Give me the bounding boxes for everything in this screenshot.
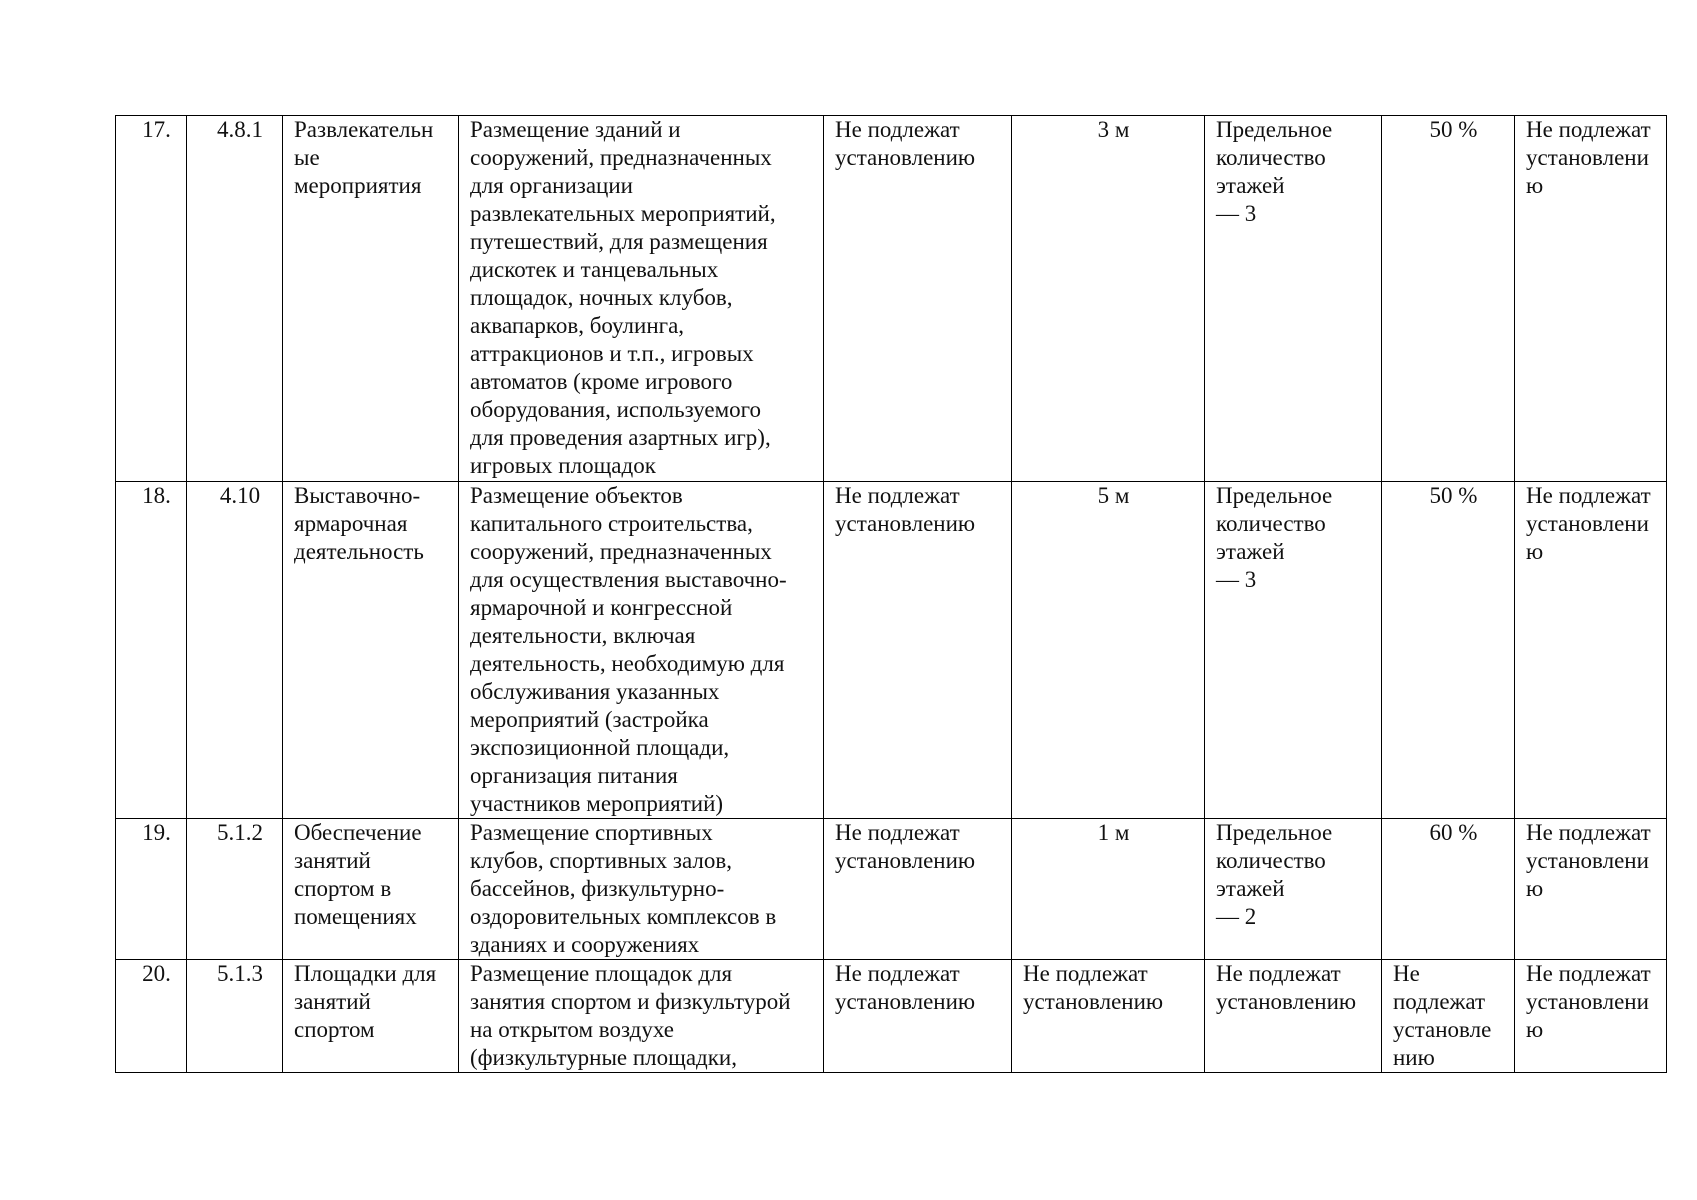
coverage-percent-cell: 50 % — [1382, 482, 1515, 819]
min-plot-size-cell: Не подлежат установлению — [824, 960, 1012, 1073]
use-code-cell: 5.1.2 — [187, 819, 283, 960]
setback-cell: 5 м — [1012, 482, 1205, 819]
other-params-cell: Не подлежат установлени ю — [1515, 960, 1667, 1073]
setback-cell: Не подлежат установлению — [1012, 960, 1205, 1073]
table-row — [116, 116, 1667, 482]
other-params-cell: Не подлежат установлени ю — [1515, 819, 1667, 960]
table-row — [116, 960, 1667, 1073]
other-params-cell: Не подлежат установлени ю — [1515, 482, 1667, 819]
row-number-cell: 17. — [116, 116, 187, 482]
floors-limit-cell: Предельное количество этажей — 3 — [1205, 482, 1382, 819]
coverage-percent-cell: Не подлежат установле нию — [1382, 960, 1515, 1073]
use-code-cell: 4.10 — [187, 482, 283, 819]
use-name-cell: Развлекательн ые мероприятия — [283, 116, 459, 482]
row-number-cell: 19. — [116, 819, 187, 960]
floors-limit-cell: Предельное количество этажей — 3 — [1205, 116, 1382, 482]
coverage-percent-cell: 60 % — [1382, 819, 1515, 960]
use-code-cell: 4.8.1 — [187, 116, 283, 482]
floors-limit-cell: Предельное количество этажей — 2 — [1205, 819, 1382, 960]
row-number-cell: 18. — [116, 482, 187, 819]
row-number-cell: 20. — [116, 960, 187, 1073]
table-row — [116, 819, 1667, 960]
min-plot-size-cell: Не подлежат установлению — [824, 482, 1012, 819]
min-plot-size-cell: Не подлежат установлению — [824, 116, 1012, 482]
other-params-cell: Не подлежат установлени ю — [1515, 116, 1667, 482]
use-description-cell: Размещение спортивных клубов, спортивных залов, бассейнов, физкультурно- оздоровительных комплексов в зданиях и сооружениях — [459, 819, 824, 960]
min-plot-size-cell: Не подлежат установлению — [824, 819, 1012, 960]
floors-limit-cell: Не подлежат установлению — [1205, 960, 1382, 1073]
use-description-cell: Размещение зданий и сооружений, предназначенных для организации развлекательных мероприятий, путешествий, для размещения дискотек и танцевальных площадок, ночных клубов, аквапарков, боулинга, аттракционов и т.п., игровых автоматов (кроме игрового оборудования, используемого для проведения азартных игр), игровых площадок — [459, 116, 824, 482]
table-row — [116, 482, 1667, 819]
use-code-cell: 5.1.3 — [187, 960, 283, 1073]
setback-cell: 3 м — [1012, 116, 1205, 482]
use-description-cell: Размещение площадок для занятия спортом и физкультурой на открытом воздухе (физкультурные площадки, — [459, 960, 824, 1073]
coverage-percent-cell: 50 % — [1382, 116, 1515, 482]
use-name-cell: Выставочно- ярмарочная деятельность — [283, 482, 459, 819]
use-name-cell: Обеспечение занятий спортом в помещениях — [283, 819, 459, 960]
use-description-cell: Размещение объектов капитального строительства, сооружений, предназначенных для осуществления выставочно- ярмарочной и конгрессной деятельности, включая деятельность, необходимую для обслуживания указанных мероприятий (застройка экспозиционной площади, организация питания участников мероприятий) — [459, 482, 824, 819]
setback-cell: 1 м — [1012, 819, 1205, 960]
zoning-regulations-table — [115, 115, 1667, 1073]
use-name-cell: Площадки для занятий спортом — [283, 960, 459, 1073]
